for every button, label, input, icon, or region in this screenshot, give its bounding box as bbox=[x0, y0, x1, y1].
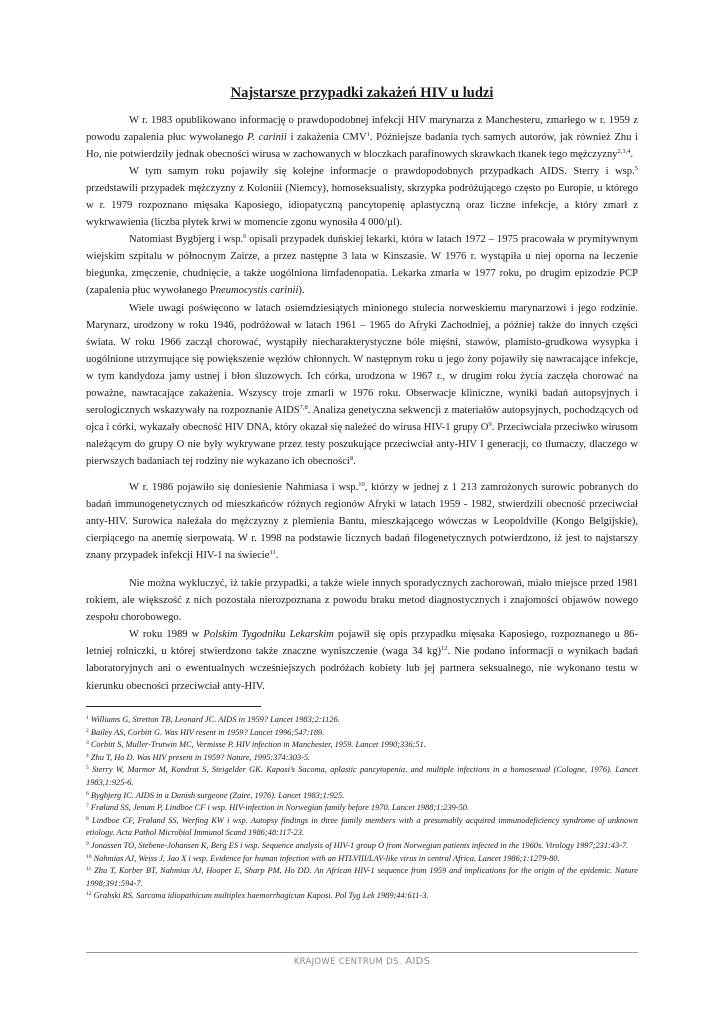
footnote-number: 6 bbox=[86, 790, 89, 797]
text-run: Wiele uwagi poświęcono w latach osiemdziesiątych minionego stulecia norweskiemu marynarzowi i jego rodzinie. Marynarz, urodzony w roku 1946, podróżował w latach 1961 – 1965 do Afryki Zachodniej, a później także do innych części świata. W roku 1966 zaczął chorować, wystąpiły niecharakterystyczne bóle mięśni, stawów, plamisto-grudkowa wysypka i uogólnione utrzymujące się powiększenie węzłów chłonnych. W następnym roku u jego żony pojawiły się nawracające infekcje, w tym kandydoza jamy ustnej i błon śluzowych. Ich córka, urodzona w 1967 r., w drugim roku życia zaczęła chorować na poważne, nawracające zakażenia. Wszyscy troje zmarli w 1976 roku. Obserwacje kliniczne, wyniki badań autopsyjnych i serologicznych wskazywały na rozpoznanie AIDS bbox=[86, 302, 638, 416]
footnote-text: Corbitt S, Muller-Trutwin MC, Vermisse P. HIV infection in Manchester, 1959. Lancet 1990;336:51. bbox=[88, 740, 426, 750]
footnote-ref: 9 bbox=[488, 420, 492, 428]
footer-divider bbox=[86, 952, 638, 953]
footnote-number: 7 bbox=[86, 803, 89, 810]
footnote-number: 10 bbox=[86, 853, 92, 860]
footnote bbox=[86, 853, 638, 866]
text-run: . bbox=[353, 455, 356, 467]
footnote-number: 3 bbox=[86, 740, 89, 747]
article-body bbox=[86, 112, 638, 695]
text-run: , którzy w jednej z 1 213 zamrożonych surowic pobranych do badań immunogenetycznych od mieszkańców różnych regionów Afryki w latach 1959 - 1982, stwierdzili obecność przeciwciał anty-HIV. Surowica należała do mężczyzny z plemienia Bantu, mieszkającego wówczas w Leopoldville (Kongo Belgijskie), cierpiącego na anemię sierpowatą. W r. 1998 na podstawie licznych badań filogenetycznych potwierdzono, iż jest to najstarszy znany przypadek infekcji HIV-1 na świecie bbox=[86, 481, 638, 562]
footnote bbox=[86, 815, 638, 840]
paragraph bbox=[86, 300, 638, 470]
footnote-ref: 1 bbox=[366, 131, 370, 139]
footnote-number: 8 bbox=[86, 815, 89, 822]
footnote-ref: 7,8 bbox=[299, 403, 308, 411]
footnote-text: Sterry W, Marmor M, Kondrat S, Steigelder GK. Kaposi’s Sacoma, aplastic pancytopenia, and multiple infections in a homosexual (Cologne, 1976). Lancet 1983,1:925-6. bbox=[86, 765, 638, 787]
text-run: . Nie podano informacji o wynikach badań laboratoryjnych ani o ewentualnych wcześniejszych podróżach kobiety lub jej partnera seksualnego, nie wykonano testu w kierunku obecności przeciwciał anty-HIV. bbox=[86, 646, 639, 692]
text-run: ). bbox=[298, 285, 305, 297]
footnote-text: Frøland SS, Jenum P, Lindboe CF i wsp. HIV-infection in Norwegian family before 1970. Lancet 1988;1:239-50. bbox=[88, 803, 470, 813]
footnote-text: Bailey AS, Corbitt G. Was HIV resent in 1959? Lancet 1996;547:189. bbox=[88, 727, 325, 737]
footnote-number: 9 bbox=[86, 840, 89, 847]
text-run: i zakażenia CMV bbox=[286, 132, 367, 144]
footnote bbox=[86, 764, 638, 789]
footnote-text: Lindboe CF, Frøland SS, Werfing KW i wsp. Autopsy findings in three family members with a presumably acquired immunodeficiency syndrome of unknown etiology. Acta Pathol Microbiol Immunol Scand 1986;48:117-23. bbox=[86, 815, 638, 838]
paragraph bbox=[86, 163, 638, 231]
paragraph bbox=[86, 575, 638, 626]
paragraph bbox=[86, 479, 638, 564]
footnote bbox=[86, 790, 638, 803]
text-run: pojawił się opis przypadku mięsaka Kaposiego, rozpoznanego u 86-letniej rolniczki, u której stwierdzono także znaczne wyniszczenie (waga 34 kg) bbox=[86, 629, 638, 658]
footnote-number: 12 bbox=[86, 891, 92, 898]
footnote bbox=[86, 890, 638, 903]
text-run: W r. 1986 pojawiło się doniesienie Nahmiasa i wsp. bbox=[129, 481, 359, 493]
footnote-number: 1 bbox=[86, 715, 89, 721]
text-run: . bbox=[275, 550, 279, 562]
text-run: . Późniejsze badania tych samych autorów, jak również Zhu i Ho, nie potwierdziły jednak obecności wirusa w zachowanych w bloczkach parafinowych skrawkach tkanek tego mężczyzny bbox=[86, 132, 639, 161]
text-run: . Przeciwciała przeciwko wirusom należącym do grupy O nie były wykrywane przez testy poszukujące przeciwciał anty-HIV I generacji, co tłumaczy, dlaczego w pierwszych badaniach tej rodziny nie wykazano ich obecności bbox=[86, 421, 638, 467]
footer-prefix: KRAJOWE CENTRUM DS. bbox=[293, 957, 402, 967]
footnote-text: Bygbjerg IC. AIDS in a Danish surgeone (Zaire, 1976). Lancet 1983;1:925. bbox=[88, 790, 345, 800]
footnote-ref: 12 bbox=[441, 645, 448, 653]
footnote-number: 2 bbox=[86, 727, 89, 734]
footnote-ref: 5 bbox=[634, 165, 638, 173]
footnote bbox=[86, 739, 638, 752]
footnote-ref: 2,3,4 bbox=[617, 148, 631, 156]
footnote bbox=[86, 714, 638, 727]
text-run: W roku 1989 w bbox=[129, 629, 204, 641]
text-run: . bbox=[630, 149, 634, 161]
footnote-separator bbox=[86, 706, 261, 707]
text-run: Natomiast Bygbjerg i wsp. bbox=[129, 234, 244, 246]
text-run: . Analiza genetyczna sekwencji z materiałów autopsyjnych, pochodzących od ojca i córki, wykazały obecność HIV DNA, który okazał się należeć do wirusa HIV-1 grupy O bbox=[86, 404, 638, 433]
italic-text: P. carinii bbox=[247, 132, 287, 144]
footnote bbox=[86, 840, 638, 853]
footnote-text: Zhu T, Korber BT, Nahmias AJ, Hooper E, Sharp PM, Ho DD. An African HIV-1 sequence from 1959 and implications for the origin of the epidemic. Nature 1998;391:594-7. bbox=[86, 866, 638, 888]
footnote bbox=[86, 865, 638, 890]
paragraph bbox=[86, 112, 638, 163]
footnote-ref: 11 bbox=[269, 549, 276, 557]
footnote-number: 4 bbox=[86, 752, 89, 759]
page-title: Najstarsze przypadki zakażeń HIV u ludzi bbox=[230, 85, 494, 101]
text-run: W tym samym roku pojawiły się kolejne informacje o prawdopodobnych przypadkach AIDS. Sterry i wsp. bbox=[129, 166, 635, 178]
text-run: przedstawili przypadek mężczyzny z Koloniii (Niemcy), homoseksualisty, skrzypka podróżującego często po Europie, u którego w r. 1979 rozpoznano mięsaka Kaposiego, idiopatyczną pancytopenię aplastyczną oraz liczne infekcje, a który zmarł z wykrwawienia (liczba płytek krwi w momencie zgonu wynosiła 4 000/µl). bbox=[86, 183, 638, 229]
footnote-text: Grabski RS. Sarcoma idiopathicum multiplex haemorrhagicum Kaposi. Pol Tyg Lek 1989;44:611-3. bbox=[91, 891, 429, 901]
footnote bbox=[86, 752, 638, 765]
footnote-ref: 8 bbox=[349, 454, 354, 462]
footnotes bbox=[86, 714, 638, 903]
paragraph bbox=[86, 231, 638, 299]
footnote bbox=[86, 727, 638, 740]
text-run: opisali przypadek duńskiej lekarki, która w latach 1972 – 1975 pracowała w prymitywnym wiejskim szpitalu w północnym Zairze, a przez następne 3 lata w Kinszasie. W 1976 r. wystąpiła u niej oporna na leczenie biegunka, zmęczenie, chudnięcie, a także uogólniona limfadenopatia. Lekarka zmarła w 1977 roku, po drugim epizodzie PCP (zapalenia płuc wywołanego P bbox=[86, 234, 638, 297]
footnote-text: Jonassen TO, Stebene-Johansen K, Berg ES i wsp. Sequence analysis of HIV-1 group O from Norwegian patients infected in the 1960s. Virology 1997;231:43-7. bbox=[88, 840, 629, 850]
footnote-ref: 10 bbox=[358, 480, 365, 488]
italic-text: Polskim Tygodniku Lekarskim bbox=[203, 629, 334, 641]
footnote-ref: 6 bbox=[243, 233, 247, 241]
footer-suffix: AIDS bbox=[405, 956, 431, 967]
italic-text: neumocystis carinii bbox=[215, 285, 299, 297]
footnote-text: Williams G, Stretton TB, Leonard JC. AIDS in 1959? Lancet 1983;2:1126. bbox=[88, 715, 340, 724]
text-run: Nie można wykluczyć, iż takie przypadki, a także wiele innych sporadycznych zachorowań, miało miejsce przed 1981 rokiem, ale większość z nich pozostała nierozpoznana z powodu braku metod diagnostycznych i znajomości objawów nowego zespołu chorobowego. bbox=[86, 578, 638, 624]
footer bbox=[0, 956, 724, 967]
text-run: W r. 1983 opublikowano informację o prawdopodobnej infekcji HIV marynarza z Manchesteru, zmarłego w r. 1959 z powodu zapalenia płuc wywołanego bbox=[86, 115, 638, 144]
footnote-text: Zhu T, Ho D. Was HIV present in 1959? Nature, 1995:374:303-5. bbox=[88, 752, 311, 762]
footnote bbox=[86, 802, 638, 815]
footnote-number: 11 bbox=[86, 866, 92, 873]
footnote-text: Nahmias AJ, Weiss J, Jao X i wsp. Evidence for human infection with an HTLVIII/LAV-like virus in central Africa. Lancet 1986;1:1279-80. bbox=[91, 853, 560, 863]
paragraph bbox=[86, 626, 638, 694]
footnote-number: 5 bbox=[86, 765, 89, 772]
